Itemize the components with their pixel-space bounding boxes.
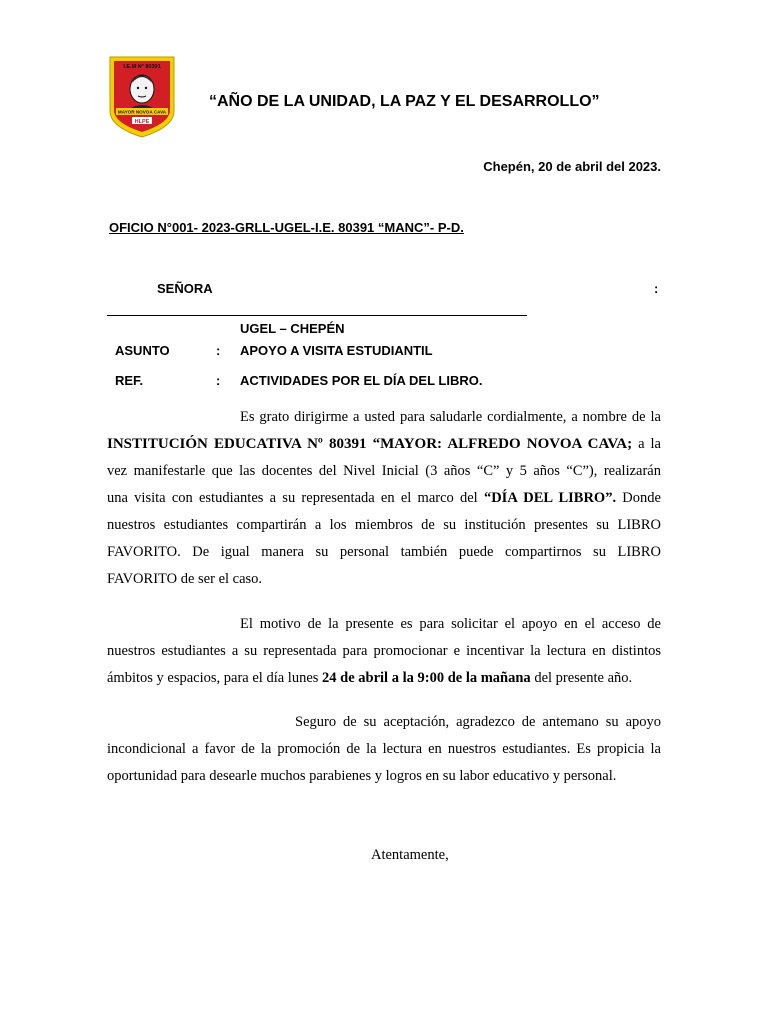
recipient-title: SEÑORA (157, 281, 213, 296)
body-text: a la (632, 436, 661, 452)
body-line: incondicional a favor de la promoción de la lectura en nuestros estudiantes. Es propicia la (107, 741, 661, 757)
body-line (107, 434, 661, 454)
body-text: del presente año. (530, 670, 633, 686)
event-name-bold: “DÍA DEL LIBRO”. (483, 490, 617, 506)
body-line: vez manifestarle que las docentes del Nivel Inicial (3 años “C” y 5 años “C”), realizarán (107, 463, 661, 479)
year-motto-heading: “AÑO DE LA UNIDAD, LA PAZ Y EL DESARROLLO” (209, 93, 600, 110)
body-line: FAVORITO. De igual manera su personal también puede compartirnos su LIBRO (107, 544, 661, 560)
body-line (107, 668, 661, 688)
recipient-organization: UGEL – CHEPÉN (240, 321, 345, 336)
body-line: oportunidad para desearle muchos parabienes y logros en su labor educativo y personal. (107, 768, 617, 784)
body-line: Seguro de su aceptación, agradezco de antemano su apoyo (295, 714, 661, 730)
asunto-colon: : (216, 343, 221, 358)
body-text: ámbitos y espacios, para el día lunes (107, 670, 323, 686)
visit-date-bold: 24 de abril a la 9:00 de la mañana (322, 670, 531, 686)
asunto-value: APOYO A VISITA ESTUDIANTIL (240, 343, 433, 358)
body-line: El motivo de la presente es para solicitar el apoyo en el acceso de (240, 616, 661, 632)
ref-label: REF. (115, 373, 144, 388)
body-text: una visita con estudiantes a su representada en el marco del (107, 490, 484, 506)
recipient-name-line (107, 315, 527, 316)
recipient-colon: : (654, 281, 659, 296)
crest-bottom-text: HLPE (134, 118, 150, 125)
body-line: nuestros estudiantes a su representada para promocionar e incentivar la lectura en distintos (107, 643, 661, 659)
school-name-bold: INSTITUCIÓN EDUCATIVA Nº 80391 “MAYOR: ALFREDO NOVOA CAVA; (107, 436, 633, 452)
closing-salutation: Atentamente, (371, 847, 449, 863)
body-line (107, 488, 661, 508)
ref-value: ACTIVIDADES POR EL DÍA DEL LIBRO. (240, 373, 483, 388)
body-line: FAVORITO de ser el caso. (107, 571, 263, 587)
school-crest-logo (106, 53, 178, 139)
body-line: Es grato dirigirme a usted para saludarle cordialmente, a nombre de la (240, 409, 661, 425)
ref-colon: : (216, 373, 221, 388)
oficio-reference: OFICIO N°001- 2023-GRLL-UGEL-I.E. 80391 “MANC”- P-D. (109, 220, 464, 235)
body-text: Donde (616, 490, 661, 506)
body-line: nuestros estudiantes compartirán a los miembros de su institución presentes su LIBRO (107, 517, 661, 533)
date-line: Chepén, 20 de abril del 2023. (483, 159, 661, 174)
asunto-label: ASUNTO (115, 343, 170, 358)
crest-top-text: I.E.M N° 80391 (123, 64, 161, 70)
crest-band-text: MAYOR NOVOA CAVA (117, 109, 167, 115)
